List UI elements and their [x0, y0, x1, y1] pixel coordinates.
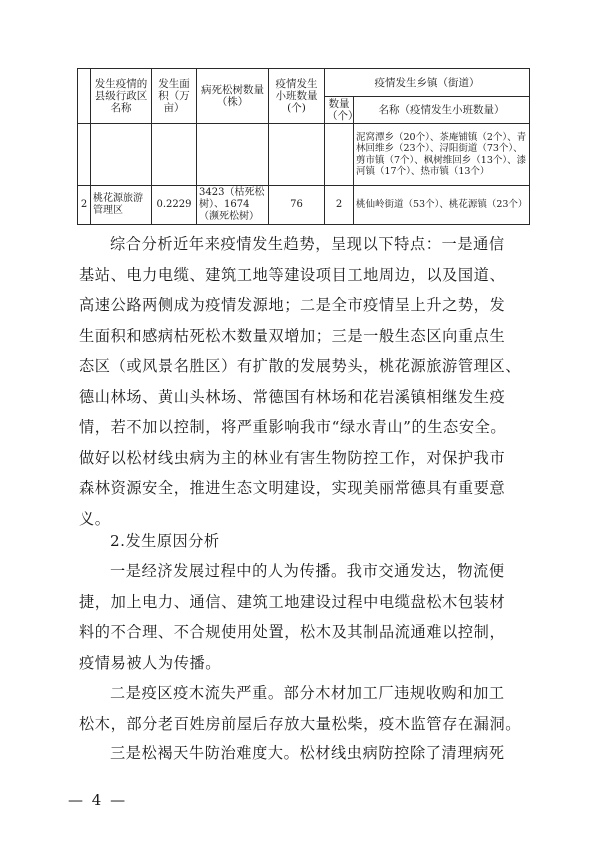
text-line: 生面积和感病枯死松木数量双增加；三是一般生态区向重点生: [79, 326, 506, 345]
text-line: 综合分析近年来疫情发生趋势，呈现以下特点：一是通信: [110, 235, 505, 253]
cell-dead-trees: 3423（枯死松树）、1674（濒死松树）: [197, 186, 269, 225]
header-township-names: 名称（疫情发生小班数量）: [354, 97, 530, 124]
text-line: 捷，加上电力、通信、建筑工地建设过程中电缆盘松木包装材: [79, 592, 506, 611]
cell-township-names: 桃仙岭街道（53个）、桃花源镇（23个）: [354, 186, 530, 225]
cell-no: [78, 124, 91, 186]
text-line: 态区（或风景名胜区）有扩散的发展势头，桃花源旅游管理区、: [79, 357, 522, 375]
header-no: [78, 69, 91, 124]
cell-county: [91, 124, 152, 186]
page-number: — 4 —: [68, 791, 128, 809]
header-subcompartments: 疫情发生小班数量(个): [269, 69, 325, 124]
text-line: 德山林场、黄山头林场、常德国有林场和花岩溪镇相继发生疫: [79, 387, 506, 406]
text-line: 料的不合理、不合规使用处置，松木及其制品流通难以控制，: [79, 623, 506, 641]
text-line: 三是松褐天牛防治难度大。松材线虫病防控除了清理病死: [110, 744, 505, 762]
text-line: 一是经济发展过程中的人为传播。我市交通发达，物流便: [110, 562, 505, 580]
cause-paragraph-2: [79, 678, 529, 739]
text-line: 高速公路两侧成为疫情发源地；二是全市疫情呈上升之势，发: [79, 296, 506, 314]
header-county: 发生疫情的县级行政区名称: [91, 69, 152, 124]
table-row: [78, 186, 530, 225]
text-line: 松木，部分老百姓房前屋后存放大量松柴，疫木监管存在漏洞。: [79, 714, 522, 733]
cell-township-count: 2: [325, 186, 354, 225]
text-line: 二是疫区疫木流失严重。部分木材加工厂违规收购和加工: [110, 684, 505, 702]
cause-paragraph-3: [79, 738, 529, 769]
epidemic-table: [77, 68, 530, 225]
header-area: 发生面积（万亩）: [152, 69, 197, 124]
text-line: 义。: [79, 509, 111, 528]
cell-township-names: 泥窝潭乡（20个）、茶庵铺镇（2个）、青林回维乡（23个）、浔阳街道（73个）、剪市镇（7个）、枫树维回乡（13个）、漆河镇（17个）、热市镇（13个）: [354, 124, 530, 186]
cause-paragraph-1: [79, 556, 529, 678]
cell-no: 2: [78, 186, 91, 225]
header-townships-group: 疫情发生乡镇（街道）: [325, 69, 530, 97]
cell-subcompartments: [269, 124, 325, 186]
text-line: 基站、电力电缆、建筑工地等建设项目工地周边，以及国道、: [79, 265, 506, 284]
cell-dead-trees: [197, 124, 269, 186]
cell-county: 桃花源旅游管理区: [91, 186, 152, 225]
cell-township-count: [325, 124, 354, 186]
text-line: 情，若不加以控制，将严重影响我市“绿水青山”的生态安全。: [79, 418, 507, 436]
text-line: 森林资源安全，推进生态文明建设，实现美丽常德具有重要意: [79, 479, 506, 497]
table-header-row: [78, 69, 530, 97]
analysis-paragraph: [79, 229, 529, 534]
text-line: 做好以松材线虫病为主的林业有害生物防控工作，对保护我市: [79, 448, 506, 467]
cell-subcompartments: 76: [269, 186, 325, 225]
cell-area: 0.2229: [152, 186, 197, 225]
header-dead-trees: 病死松树数量（株）: [197, 69, 269, 124]
header-township-count: 数量（个）: [325, 97, 354, 124]
section-heading: 2.发生原因分析: [110, 532, 220, 550]
cell-area: [152, 124, 197, 186]
table-row: [78, 124, 530, 186]
text-line: 疫情易被人为传播。: [79, 653, 222, 672]
